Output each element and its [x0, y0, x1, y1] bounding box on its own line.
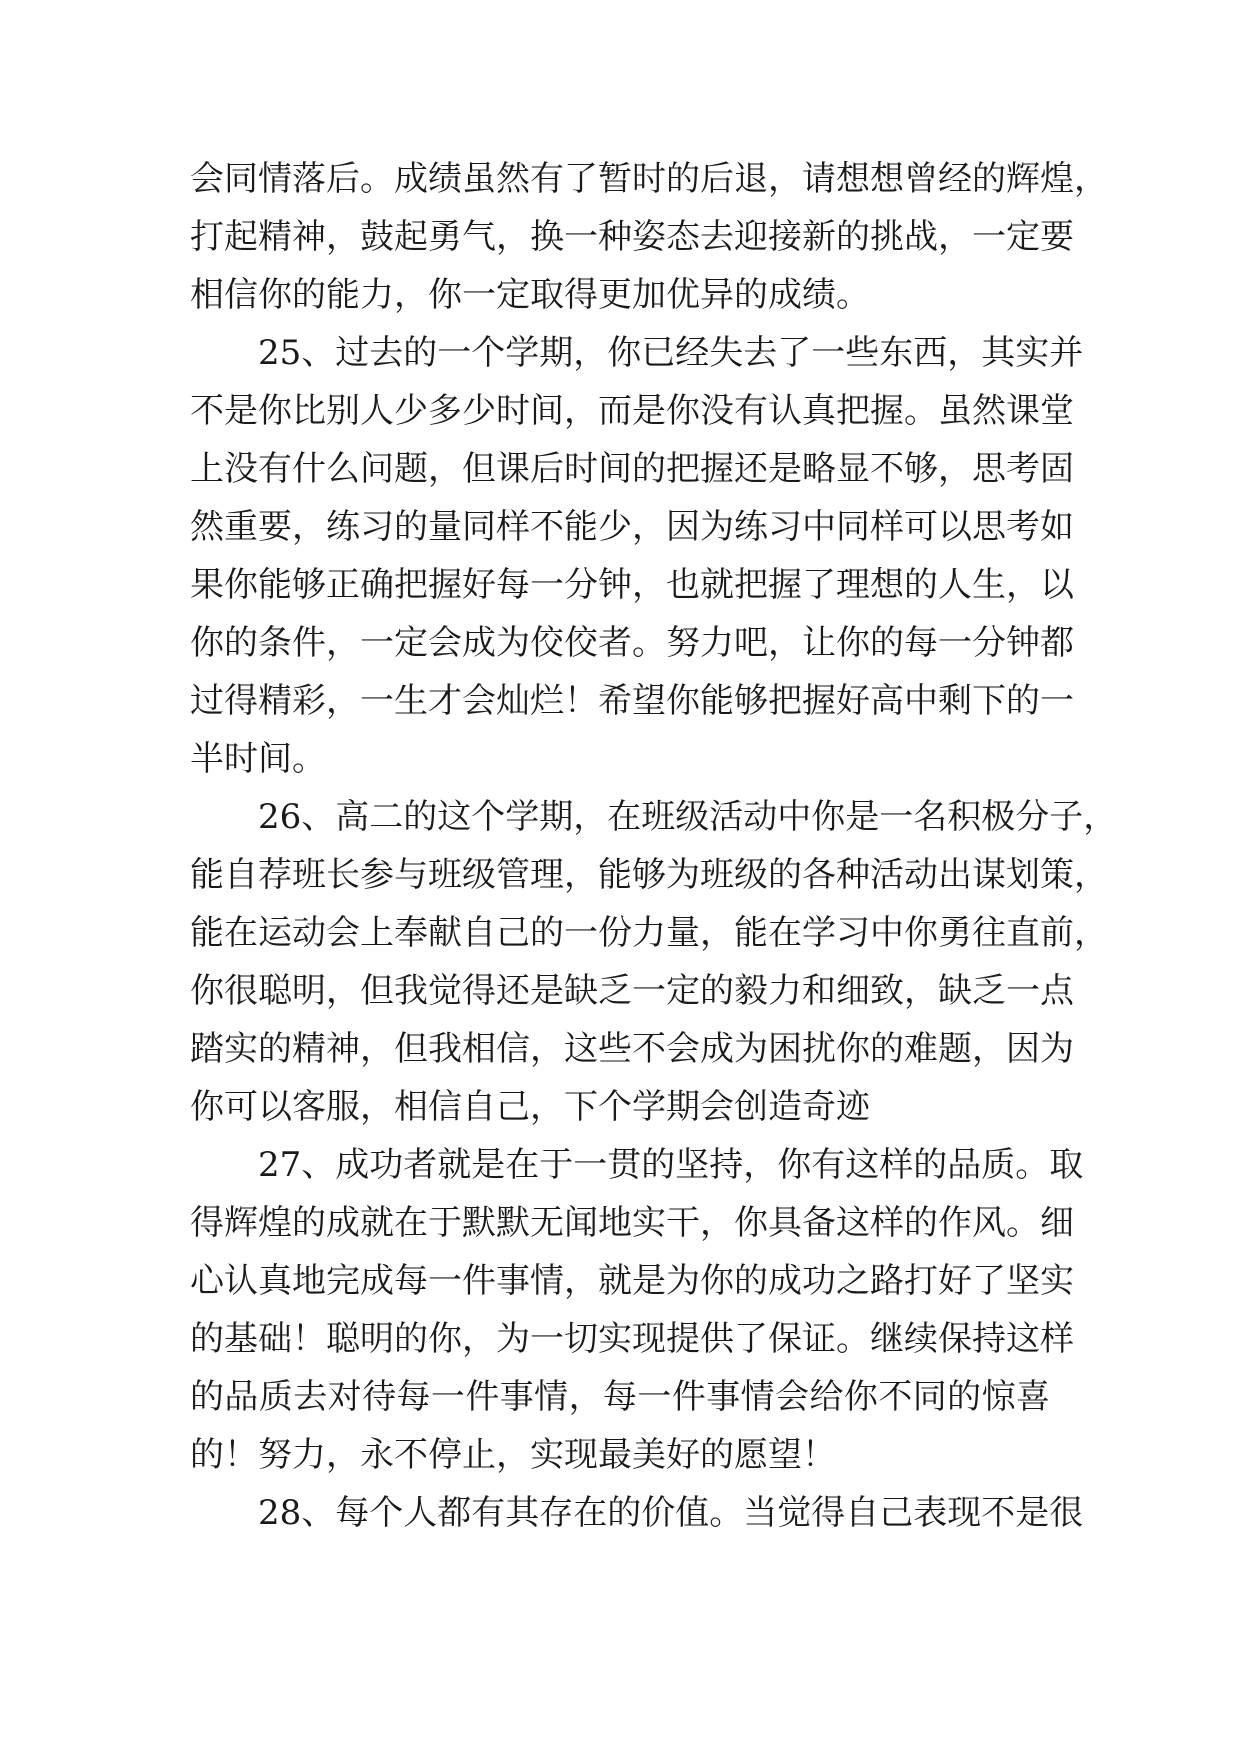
paragraph-27 — [190, 1136, 1084, 1484]
text-line: 然重要，练习的量同样不能少，因为练习中同样可以思考如 — [190, 507, 1074, 547]
text-line: 的！努力，永不停止，实现最美好的愿望！ — [190, 1435, 836, 1475]
text-line: 打起精神，鼓起勇气，换一种姿态去迎接新的挑战，一定要 — [190, 217, 1074, 257]
text-line: 会同情落后。成绩虽然有了暂时的后退，请想想曾经的辉煌， — [190, 159, 1108, 199]
body-text — [190, 150, 1118, 1542]
text-line: 28、每个人都有其存在的价值。当觉得自己表现不是很 — [190, 1493, 1084, 1533]
text-line: 上没有什么问题，但课后时间的把握还是略显不够，思考固 — [190, 449, 1074, 489]
paragraph-24-continued — [190, 150, 1108, 324]
text-line: 的品质去对待每一件事情，每一件事情会给你不同的惊喜 — [190, 1377, 1050, 1417]
paragraph-26 — [190, 788, 1118, 1136]
paragraph-28 — [190, 1484, 1084, 1542]
text-line: 得辉煌的成就在于默默无闻地实干，你具备这样的作风。细 — [190, 1203, 1074, 1243]
text-line: 相信你的能力，你一定取得更加优异的成绩。 — [190, 275, 870, 315]
text-line: 不是你比别人少多少时间，而是你没有认真把握。虽然课堂 — [190, 391, 1074, 431]
text-line: 过得精彩，一生才会灿烂！希望你能够把握好高中剩下的一 — [190, 681, 1074, 721]
text-line: 踏实的精神，但我相信，这些不会成为困扰你的难题，因为 — [190, 1029, 1074, 1069]
text-line: 25、过去的一个学期，你已经失去了一些东西，其实并 — [190, 333, 1084, 373]
text-line: 能在运动会上奉献自己的一份力量，能在学习中你勇往直前， — [190, 913, 1108, 953]
text-line: 能自荐班长参与班级管理，能够为班级的各种活动出谋划策， — [190, 855, 1108, 895]
text-line: 26、高二的这个学期，在班级活动中你是一名积极分子， — [190, 797, 1118, 837]
text-line: 27、成功者就是在于一贯的坚持，你有这样的品质。取 — [190, 1145, 1084, 1185]
paragraph-25 — [190, 324, 1084, 788]
text-line: 半时间。 — [190, 739, 326, 779]
text-line: 你可以客服，相信自己，下个学期会创造奇迹 — [190, 1087, 870, 1127]
text-line: 的基础！聪明的你，为一切实现提供了保证。继续保持这样 — [190, 1319, 1074, 1359]
text-line: 果你能够正确把握好每一分钟，也就把握了理想的人生，以 — [190, 565, 1074, 605]
text-line: 你很聪明，但我觉得还是缺乏一定的毅力和细致，缺乏一点 — [190, 971, 1074, 1011]
text-line: 你的条件，一定会成为佼佼者。努力吧，让你的每一分钟都 — [190, 623, 1074, 663]
text-line: 心认真地完成每一件事情，就是为你的成功之路打好了坚实 — [190, 1261, 1074, 1301]
